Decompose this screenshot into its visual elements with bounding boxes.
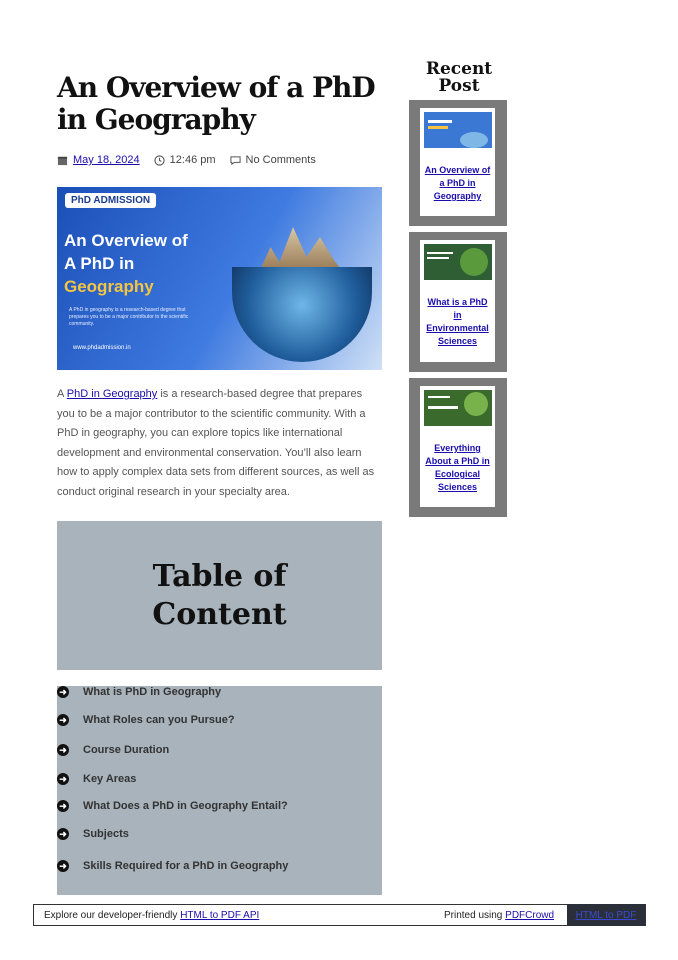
post-title-line: Geography [433,191,482,201]
recent-post-link[interactable] [420,296,495,348]
post-time: 12:46 pm [169,154,216,166]
article-title: An Overview of a PhD in Geography [57,71,375,136]
toc-item[interactable] [57,800,288,812]
toc-item-label: Subjects [83,828,129,840]
hero-headline [64,229,214,298]
post-title-line: An Overview of [424,165,491,175]
html-to-pdf-button-label[interactable]: HTML to PDF [575,909,637,921]
toc-item[interactable] [57,773,136,785]
recent-post-link[interactable] [420,164,495,203]
toc-item-label: What Roles can you Pursue? [83,714,235,726]
post-thumbnail[interactable] [424,390,492,426]
pdfcrowd-link[interactable]: PDFCrowd [505,910,555,921]
recent-post-title [420,61,498,95]
comment-icon [230,155,241,166]
post-title-line: Environmental [426,323,489,333]
calendar-icon [57,155,68,166]
arrow-right-icon: ➜ [57,686,69,698]
arrow-right-icon: ➜ [57,828,69,840]
post-title-line: Sciences [437,336,478,346]
post-title-line: What is a PhD [427,297,488,307]
post-meta [57,152,330,168]
hero-line-3: Geography [64,277,154,296]
post-title-line: Sciences [437,482,478,492]
globe-bowl-illustration [232,267,372,362]
article-intro: A PhD in Geography is a research-based degree that prepares you to be a major contributor to the scientific community. With a PhD in geography, you can explore topics like international development and environmental conservation. You’ll also learn how to apply complex data sets from different sources, as well as conduct original research in your specialty area. [57,388,375,498]
toc-item-label: Skills Required for a PhD in Geography [83,860,289,872]
recent-post-card [409,232,507,372]
toc-item[interactable] [57,686,221,698]
post-thumbnail[interactable] [424,112,492,148]
hero-line-1: An Overview of [64,231,188,250]
html-to-pdf-api-link[interactable]: HTML to PDF API [180,910,260,921]
clock-icon [154,155,165,166]
toc-item-label: What is PhD in Geography [83,686,222,698]
recent-post-inner [420,386,495,507]
recent-post-inner [420,240,495,362]
recent-post-card [409,100,507,226]
toc-heading [152,558,286,634]
arrow-right-icon: ➜ [57,744,69,756]
footer-mid-text: Printed using [444,910,506,921]
footer-left [44,910,259,921]
intro-body: is a research-based degree that prepares you to be a major contributor to the scientific community. With a PhD in geography, you can explore topics like international development and environmental conservation. You’ll also learn how to apply complex data sets from different sources, as well as conduct original research in your specialty area. [57,388,375,498]
table-of-contents [57,686,382,895]
recent-post-title-line-2: Post [438,76,480,96]
recent-post-link[interactable] [420,442,495,494]
time-meta [154,154,216,166]
toc-item[interactable] [57,744,169,756]
post-title-line: in [453,310,462,320]
toc-heading-line-1: Table of [152,558,287,594]
post-title-line: Ecological [434,469,480,479]
arrow-right-icon: ➜ [57,773,69,785]
pdfcrowd-footer [33,904,646,926]
footer-left-text: Explore our developer-friendly [44,910,181,921]
post-title-line: Everything [434,443,481,453]
toc-item[interactable] [57,828,129,840]
arrow-right-icon: ➜ [57,800,69,812]
post-title-line: a PhD in [439,178,476,188]
date-meta [57,154,140,166]
toc-item-label: Course Duration [83,744,170,756]
comments-meta [230,154,316,166]
comment-count: No Comments [245,154,316,166]
toc-item[interactable] [57,860,288,872]
toc-item[interactable] [57,714,235,726]
phd-geography-link[interactable]: PhD in Geography [66,388,158,400]
html-to-pdf-button[interactable] [567,904,645,926]
toc-heading-box [57,521,382,670]
recent-post-inner [420,108,495,216]
arrow-right-icon: ➜ [57,714,69,726]
arrow-right-icon: ➜ [57,860,69,872]
toc-item-label: What Does a PhD in Geography Entail? [83,800,288,812]
post-thumbnail[interactable] [424,244,492,280]
post-date-link[interactable]: May 18, 2024 [73,154,140,166]
hero-line-2: A PhD in [64,254,135,273]
hero-site-url: www.phdadmission.in [73,345,131,351]
toc-heading-line-2: Content [152,596,287,632]
recent-post-title-line-1: Recent [425,59,493,79]
hero-logo: PhD ADMISSION [65,193,156,208]
footer-mid [444,910,554,921]
toc-item-label: Key Areas [83,773,137,785]
recent-post-card [409,378,507,517]
hero-image [57,187,382,370]
hero-blurb: A PhD in geography is a research-based degree that prepares you to be a major contributor to the scientific community. [69,307,189,327]
post-title-line: About a PhD in [425,456,490,466]
